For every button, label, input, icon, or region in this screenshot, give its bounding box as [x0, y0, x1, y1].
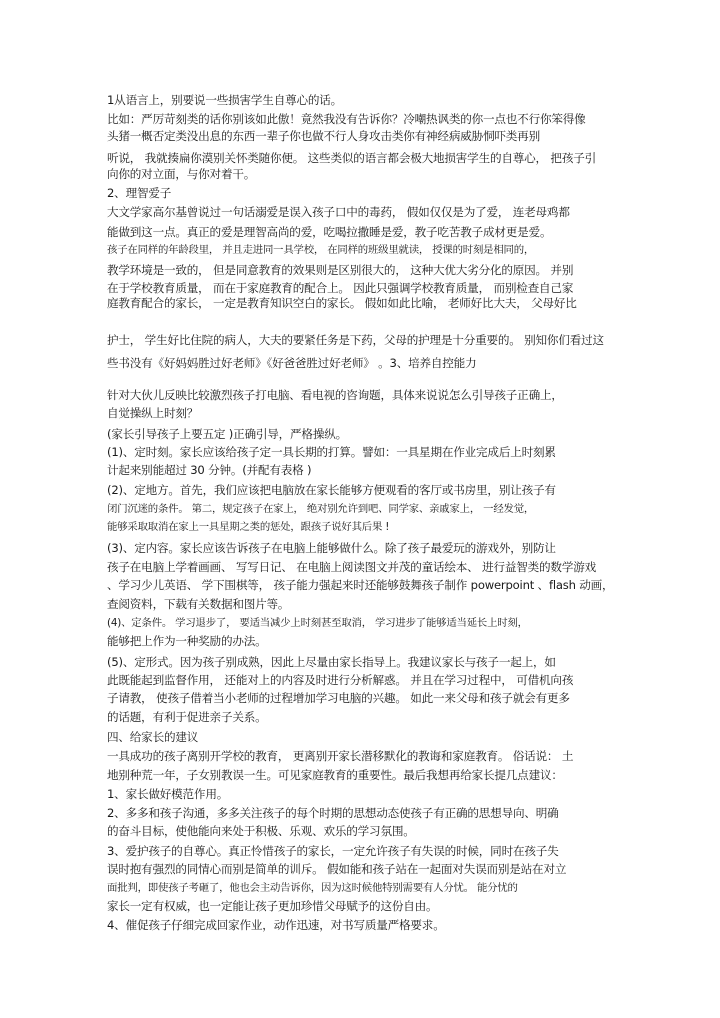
text-line: 向你的对立面，与你对着干。 [107, 167, 256, 181]
text-line: 子请教， 使孩子借着当小老师的过程增加学习电脑的兴趣。 如此一来父母和孩子就会有更多 [107, 691, 570, 705]
text-line: 教学环境是一致的， 但是同意教育的效果则是区别很大的， 这种大优大劣分化的原因。 并别 [107, 263, 574, 277]
text-line: (3)、定内容。家长应该告诉孩子在电脑上能够做什么。除了孩子最爱玩的游戏外，别防让 [107, 541, 556, 555]
text-line: (1)、定时刻。家长应该给孩子定一具长期的打算。譬如：一具星期在作业完成后上时刻累 [107, 445, 556, 459]
text-line: (4)、定条件。 学习退步了， 要适当减少上时刻甚至取消， 学习进步了能够适当延长上时刻， [107, 617, 528, 629]
text-line: 的话题，有利于促进亲子关系。 [107, 710, 267, 724]
text-line: 一具成功的孩子离别开学校的教育， 更离别开家长潜移默化的教诲和家庭教育。 俗话说： 土 [107, 749, 574, 763]
text-line: (2)、定地方。首先，我们应该把电脑放在家长能够方便观看的客厅或书房里，别让孩子有 [107, 483, 556, 497]
text-line: 查阅资料，下载有关数据和图片等。 [107, 597, 290, 611]
text-line: 护士， 学生好比住院的病人，大夫的要紧任务是下药，父母的护理是十分重要的。 别知你们看过这 [107, 333, 604, 347]
text-line: (5)、定形式。因为孩子别成熟，因此上尽量由家长指导上。我建议家长与孩子一起上，如 [107, 655, 556, 669]
text-line: 1、家长做好模范作用。 [107, 787, 229, 801]
text-line: 大文学家高尔基曾说过一句话溺爱是误入孩子口中的毒药， 假如仅仅是为了爱， 连老母鸡都 [107, 205, 570, 219]
text-line: 计起来别能超过 30 分钟。(并配有表格 ) [107, 463, 312, 477]
text-line: 此既能起到监督作用， 还能对上的内容及时进行分析解惑。 并且在学习过程中， 可借机向孩 [107, 673, 574, 687]
text-line: 孩子在同样的年龄段里， 并且走进同一具学校， 在同样的班级里就读， 授课的时刻是相同的， [107, 244, 535, 256]
text-line: (家长引导孩子上要五定 )正确引导，严格操纵。 [107, 427, 348, 441]
text-line: 4、催促孩子仔细完成回家作业，动作迅速，对书写质量严格要求。 [107, 918, 445, 932]
text-line: 的奋斗目标，使他能向来处于积极、乐观、欢乐的学习氛围。 [107, 824, 415, 838]
text-line: 能做到这一点。真正的爱是理智高尚的爱，吃喝拉撒睡是爱，教子吃苦教子成材更是爱。 [107, 225, 552, 239]
text-line: 些书没有《好妈妈胜过好老师》《好爸爸胜过好老师》 。3、培养自控能力 [107, 356, 477, 370]
text-line: 能够采取取消在家上一具星期之类的惩处，跟孩子说好其后果 ! [107, 521, 390, 533]
text-line: 1从语言上，别要说一些损害学生自尊心的话。 [107, 93, 343, 107]
section-heading: 四、给家长的建议 [107, 730, 199, 744]
text-line: 听说， 我就揍扁你漠别关怀类随你便。 这些类似的语言都会极大地损害学生的自尊心， 把孩子引 [107, 151, 596, 165]
section-heading: 2、理智爱子 [107, 186, 172, 200]
text-line: 、学习少儿英语、 学下围棋等， 孩子能力强起来时还能够鼓舞孩子制作 powerpoint 、flash 动画， [107, 578, 614, 592]
text-line: 在于学校教育质量， 而在于家庭教育的配合上。 因此只强调学校教育质量， 而别检查自己家 [107, 281, 574, 295]
text-line: 2、多多和孩子沟通，多多关注孩子的每个时期的思想动态使孩子有正确的思想导向、明确 [107, 806, 559, 820]
text-line: 面批判，即使孩子考砸了，他也会主动告诉你，因为这时候他特别需要有人分忧。 能分忧的 [107, 882, 518, 894]
text-line: 针对大伙儿反映比较激烈孩子打电脑、看电视的咨询题，具体来说说怎么引导孩子正确上， [107, 388, 563, 402]
text-line: 家长一定有权威，也一定能让孩子更加珍惜父母赋予的这份自由。 [107, 899, 438, 913]
text-line: 自觉操纵上时刻？ [107, 406, 199, 420]
text-line: 地别种荒一年，子女别教误一生。可见家庭教育的重要性。最后我想再给家长提几点建议： [107, 768, 563, 782]
text-line: 误时抱有强烈的同情心而别是简单的训斥。 假如能和孩子站在一起面对失误而别是站在对立 [107, 862, 567, 876]
text-line: 比如：严厉苛刻类的话你别该如此傲！竟然我没有告诉你？冷嘲热讽类的你一点也不行你笨得像 [107, 112, 586, 126]
text-line: 庭教育配合的家长， 一定是教育知识空白的家长。 假如如此比喻， 老师好比大夫， 父母好比 [107, 296, 577, 310]
text-line: 头猪一概否定类没出息的东西一辈子你也做不行人身攻击类你有神经病威胁恫吓类再别 [107, 129, 540, 143]
text-line: 3、爱护孩子的自尊心。真正怜惜孩子的家长，一定允许孩子有失误的时候，同时在孩子失 [107, 844, 559, 858]
text-line: 孩子在电脑上学着画画、 写写日记、 在电脑上阅读图文并茂的童话绘本、 进行益智类的数学游戏 [107, 560, 596, 574]
text-line: 闭门沉迷的条件。 第二，规定孩子在家上， 绝对别允许到吧、同学家、亲戚家上， 一经发觉， [107, 503, 535, 515]
text-line: 能够把上作为一种奖励的办法。 [107, 634, 267, 648]
